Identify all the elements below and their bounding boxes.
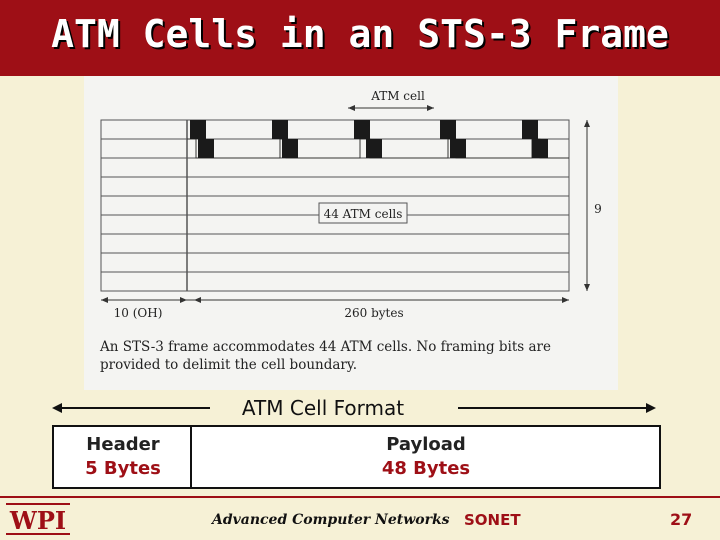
cell-header-block <box>366 139 382 158</box>
center-label: 44 ATM cells <box>323 207 403 221</box>
atm-cell-format-box <box>52 425 661 489</box>
logo-text: WPI <box>9 506 67 535</box>
sts3-frame-figure <box>84 76 618 390</box>
cell-header-block <box>440 120 456 139</box>
atm-cell-arrow-right-head <box>427 105 434 111</box>
overhead-arrow-left-head <box>101 297 108 303</box>
payload-arrow-left-head <box>194 297 201 303</box>
figure-caption: An STS-3 frame accommodates 44 ATM cells. No framing bits are provided to delimit the cell boundary. <box>100 339 551 373</box>
rows-arrow-top-head <box>584 120 590 127</box>
header-label: Header <box>86 434 160 455</box>
footer-topic: SONET <box>464 511 521 529</box>
cell-header-block <box>190 120 206 139</box>
payload-section <box>364 433 488 481</box>
cell-header-block <box>450 139 466 158</box>
cell-header-block <box>272 120 288 139</box>
atm-cell-label: ATM cell <box>371 89 425 103</box>
cell-header-block <box>354 120 370 139</box>
overhead-arrow-right-head <box>180 297 187 303</box>
cell-header-block <box>198 139 214 158</box>
format-arrow-right-head <box>646 403 656 413</box>
atm-cell-arrow-left-head <box>348 105 355 111</box>
cell-header-block <box>282 139 298 158</box>
cell-header-block <box>532 139 548 158</box>
cell-header-block <box>522 120 538 139</box>
payload-arrow-right-head <box>562 297 569 303</box>
payload-label: Payload <box>386 434 466 455</box>
payload-size: 48 Bytes <box>381 458 471 479</box>
cell-format-label: ATM Cell Format <box>241 396 405 420</box>
header-section <box>54 433 192 481</box>
wpi-logo <box>4 501 72 537</box>
page-number: 27 <box>670 510 693 529</box>
payload-width-label: 260 bytes <box>344 306 404 320</box>
rows-arrow-bottom-head <box>584 284 590 291</box>
slide-title: ATM Cells in an STS-3 Frame <box>51 12 669 56</box>
footer-rule <box>0 496 720 498</box>
rows-label: 9 <box>594 202 602 216</box>
overhead-label: 10 (OH) <box>113 306 163 320</box>
header-size: 5 Bytes <box>85 458 161 479</box>
format-arrow-left-head <box>52 403 62 413</box>
footer-course: Advanced Computer Networks <box>212 512 450 528</box>
